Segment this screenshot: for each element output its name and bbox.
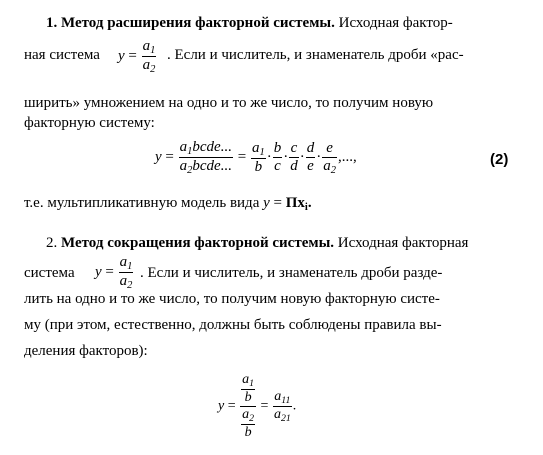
- formula-eq: =: [105, 263, 114, 280]
- dot: ·: [283, 148, 289, 165]
- formula-y: y: [263, 195, 270, 211]
- fraction-a1-b: [241, 372, 255, 406]
- p1-number: 1.: [46, 15, 58, 31]
- p2-line3-text: лить на одно и то же число, то получим новую факторную систе-: [24, 291, 440, 307]
- p2-line2-start: система: [24, 265, 75, 281]
- p2-line-2: [24, 264, 75, 282]
- sub-2: 2: [150, 64, 156, 75]
- fraction-a1-a2: [142, 38, 157, 75]
- p1-line-4: [24, 114, 155, 132]
- p2-number: 2.: [46, 235, 58, 251]
- formula-y: y: [95, 263, 102, 280]
- dot: ·: [299, 148, 305, 165]
- fraction-b-c: [273, 140, 283, 175]
- d-var: d: [306, 140, 315, 156]
- p1-title: Метод расширения факторной системы.: [61, 15, 335, 31]
- fraction-a1-a2: [119, 254, 134, 291]
- a-var: a: [119, 254, 128, 270]
- a-var: a: [274, 389, 282, 404]
- p2-line-4: [24, 316, 442, 334]
- a-var: a: [323, 157, 331, 174]
- a-var: a: [142, 38, 151, 54]
- fraction-a2-b: [241, 407, 255, 441]
- bcde-den: bcde...: [192, 158, 232, 174]
- formula-tail: ,...,: [337, 148, 357, 165]
- p1-line5-end: .: [307, 195, 312, 211]
- formula-eq: =: [128, 47, 137, 64]
- formula-eq: =: [269, 195, 286, 211]
- p1-line4-text: факторную систему:: [24, 115, 155, 131]
- formula-y: y: [118, 47, 125, 64]
- sub-2: 2: [127, 280, 133, 291]
- sub-2: 2: [330, 164, 336, 176]
- formula-eq: =: [165, 148, 174, 165]
- bcde-num: bcde...: [192, 139, 232, 155]
- p1-line2-start: ная система: [24, 47, 100, 63]
- p1-line1-rest: Исходная фактор-: [338, 15, 453, 31]
- d-var: d: [290, 158, 298, 174]
- a-var: a: [142, 57, 151, 73]
- p2-line4-text: му (при этом, естественно, должны быть соблюдены правила вы-: [24, 317, 442, 333]
- p2-line2-end: [140, 264, 442, 282]
- fraction-a1-b: [251, 140, 266, 176]
- formula-end-dot: .: [292, 398, 297, 414]
- p2-line1-rest: Исходная факторная: [337, 235, 469, 251]
- p1-line-3: [24, 94, 433, 112]
- p1-line-1: [46, 14, 453, 32]
- p1-line-2: [24, 46, 100, 64]
- a-var: a: [251, 139, 260, 156]
- p2-inline-formula: [95, 254, 134, 291]
- formula-eq: =: [227, 398, 236, 414]
- fraction-a11-a21: [273, 389, 292, 424]
- a-var: a: [179, 139, 188, 155]
- p2-line2-end-text: . Если и числитель, и знаменатель дроби разде-: [140, 265, 443, 281]
- p1-line3-text: ширить» умножением на одно и то же число, то получим новую: [24, 95, 434, 111]
- p2-line-3: [24, 290, 440, 308]
- formula-eq: =: [237, 148, 247, 165]
- dot: ·: [266, 148, 272, 165]
- sub-2: 2: [187, 165, 193, 176]
- formula-complex: [218, 372, 296, 441]
- formula-2: [155, 139, 357, 176]
- sub-1: 1: [127, 261, 133, 272]
- c-var: c: [290, 140, 298, 156]
- c-var: c: [274, 158, 281, 174]
- sub-1: 1: [150, 45, 156, 56]
- p1-inline-formula: [118, 38, 157, 75]
- sub-1: 1: [187, 146, 193, 157]
- product-symbol: Пх: [285, 195, 305, 211]
- a-var: a: [179, 158, 188, 174]
- p1-line5-start: т.е. мультипликативную модель вида: [24, 195, 260, 211]
- sub-1: 1: [249, 378, 255, 389]
- a-var: a: [242, 407, 250, 422]
- a-var: a: [119, 273, 128, 289]
- sub-11: 11: [281, 395, 291, 406]
- p1-line-5: [24, 194, 312, 217]
- fraction-c-d: [289, 140, 299, 175]
- e-var: e: [322, 140, 337, 158]
- fraction-bcde: [179, 139, 233, 176]
- p1-line2-end-text: . Если и числитель, и знаменатель дроби «рас-: [167, 47, 464, 63]
- formula-eq: =: [260, 398, 269, 414]
- equation-number: (2): [490, 151, 509, 168]
- formula-y: y: [218, 398, 225, 414]
- e-var: e: [307, 158, 314, 174]
- p2-line-1: [46, 234, 468, 252]
- p1-line2-end: [167, 46, 464, 64]
- a-var: a: [242, 372, 250, 387]
- fraction-d-e: [306, 140, 316, 175]
- b-var: b: [273, 140, 282, 156]
- sub-1: 1: [259, 146, 265, 158]
- p2-line-5: [24, 342, 148, 360]
- a-var: a: [273, 407, 281, 422]
- formula-y: y: [155, 148, 162, 165]
- sub-21: 21: [280, 413, 291, 424]
- p2-title: Метод сокращения факторной системы.: [61, 235, 335, 251]
- p2-line5-text: деления факторов):: [24, 343, 148, 359]
- fraction-complex: [240, 372, 256, 441]
- fraction-e-a2: [322, 140, 337, 176]
- dot: ·: [316, 148, 322, 165]
- b-var: b: [254, 158, 263, 175]
- sub-i: i: [304, 202, 308, 213]
- sub-2: 2: [249, 413, 255, 424]
- b-var: b: [244, 390, 252, 405]
- b-var: b: [244, 425, 252, 440]
